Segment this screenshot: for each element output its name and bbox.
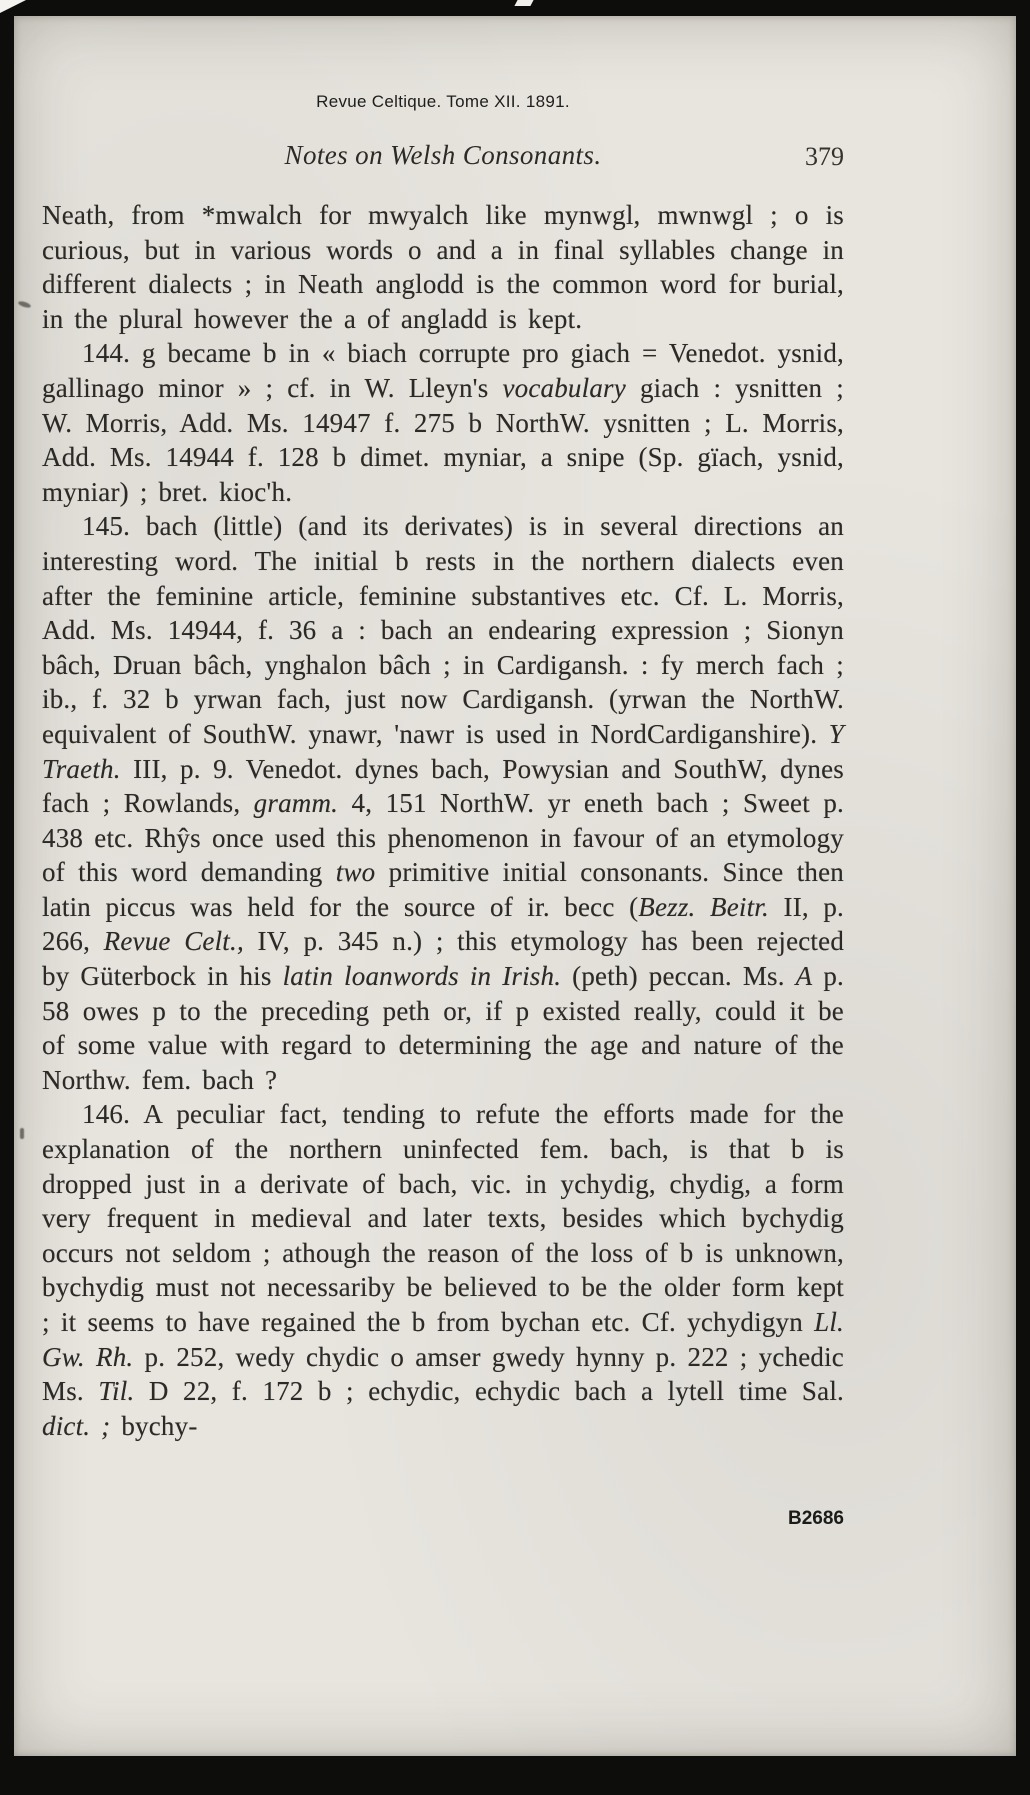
text-body xyxy=(42,198,844,1443)
text-run: Neath, from *mwalch for mwyalch like mynwgl, mwnwgl ; o is curious, but in various words o and a in final syllables change in different dialects ; in Neath anglodd is the common word for burial, in the plural however the a of angladd is kept. xyxy=(42,200,844,334)
text-run: primitive initial consonants. Since then latin piccus was held for the source of ir. becc ( xyxy=(42,857,844,922)
scan-edge-artifact xyxy=(514,0,533,6)
text-run: D 22, f. 172 b ; echydic, echydic bach a lytell time Sal. xyxy=(134,1376,844,1407)
paragraph xyxy=(42,336,844,509)
paragraph xyxy=(42,1097,844,1443)
italic-text-run: vocabulary xyxy=(502,372,626,403)
text-run: 4, 151 NorthW. yr eneth bach ; Sweet p. 438 etc. Rhŷs once used this phenomenon in favour of an etymology of this word demanding xyxy=(42,788,844,888)
text-run: 144. g became b in « biach corrupte pro giach = Venedot. ysnid, gallinago minor » ; cf. in W. Lleyn's xyxy=(42,338,844,403)
text-run: II, p. 266, xyxy=(42,891,845,957)
text-run: IV, p. 345 n.) ; this etymology has been rejected by Güterbock in his xyxy=(42,926,845,992)
text-run: 145. bach (little) (and its derivates) is in several directions an interesting word. The initial b rests in the northern dialects even after the feminine article, feminine substantives etc. Cf. L. Morris, Add. Ms. 14944, f. 36 a : bach an endearing expression ; Sionyn bâch, Druan bâch, ynghalon bâch ; in Cardigansh. : fy merch fach ; ib., f. 32 b yrwan fach, just now Cardigansh. (yrwan the NorthW. equivalent of SouthW. ynawr, 'nawr is used in NordCardiganshire). xyxy=(42,511,844,749)
italic-text-run: Ll. Gw. Rh. xyxy=(42,1307,844,1372)
paragraph xyxy=(42,509,844,1097)
footer-mark: B2686 xyxy=(788,1508,844,1529)
scan-smudge xyxy=(18,300,32,309)
text-run: bychy- xyxy=(110,1410,198,1441)
text-run: p. 252, wedy chydic o amser gwedy hynny p. 222 ; ychedic Ms. xyxy=(42,1341,844,1407)
journal-header: Revue Celtique. Tome XII. 1891. xyxy=(316,92,570,111)
text-run: (peth) peccan. Ms. xyxy=(561,961,796,992)
italic-text-run: dict. ; xyxy=(42,1410,111,1441)
article-title: Notes on Welsh Consonants. xyxy=(284,140,602,170)
text-run: giach : ysnitten ; W. Morris, Add. Ms. 14947 f. 275 b NorthW. ysnitten ; L. Morris, Add. Ms. 14944 f. 128 b dimet. myniar, a snipe (Sp. gïach, ysnid, myniar) ; bret. kioc'h. xyxy=(42,372,844,507)
page-content xyxy=(42,16,844,1443)
italic-text-run: Bezz. Beitr. xyxy=(638,891,769,922)
text-run: p. 58 owes p to the preceding peth or, if p existed really, could it be of some value with regard to determining the age and nature of the Northw. fem. bach ? xyxy=(42,961,844,1095)
paragraph xyxy=(42,198,844,336)
page-number: 379 xyxy=(805,142,844,171)
scan-corner-artifact xyxy=(0,0,26,13)
italic-text-run: gramm. xyxy=(253,788,339,819)
italic-text-run: two xyxy=(335,857,376,888)
italic-text-run: latin loanwords in Irish. xyxy=(282,961,562,992)
text-run: III, p. 9. Venedot. dynes bach, Powysian and SouthW, dynes fach ; Rowlands, xyxy=(42,753,844,819)
scan-smudge xyxy=(20,1128,24,1139)
italic-text-run: A xyxy=(795,961,813,992)
page xyxy=(14,16,1016,1756)
text-run: 146. A peculiar fact, tending to refute the efforts made for the explanation of the northern uninfected fem. bach, is that b is dropped just in a derivate of bach, vic. in ychydig, chydig, a form very frequent in medieval and later texts, besides which bychydig occurs not seldom ; athough the reason of the loss of b is unknown, bychydig must not necessariby be believed to be the older form kept ; it seems to have regained the b from bychan etc. Cf. ychydigyn xyxy=(42,1099,844,1337)
italic-text-run: Revue Celt., xyxy=(103,926,244,957)
italic-text-run: Y Traeth. xyxy=(42,718,844,784)
running-head xyxy=(42,140,844,182)
italic-text-run: Til. xyxy=(98,1376,135,1407)
